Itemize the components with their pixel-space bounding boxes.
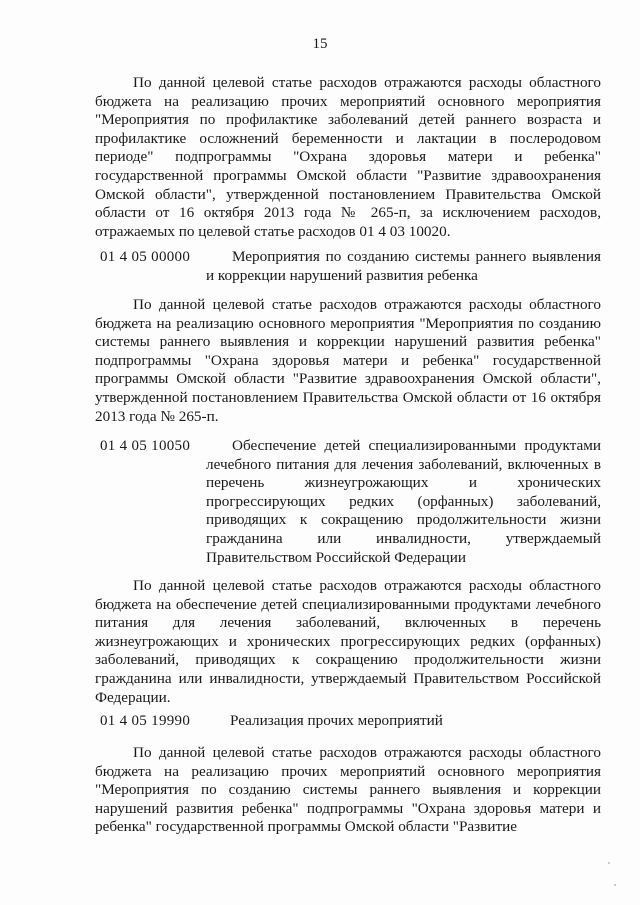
page-number: 15 xyxy=(312,36,328,52)
budget-code-2: 01 4 05 10050 xyxy=(100,438,191,454)
budget-code-3: 01 4 05 19990 xyxy=(100,713,191,729)
scan-speck xyxy=(608,862,610,864)
section-heading-1: Мероприятия по созданию системы раннего выявления и коррекции нарушений развития ребенка xyxy=(206,248,601,284)
budget-code-1: 01 4 05 00000 xyxy=(100,249,191,265)
paragraph-3: По данной целевой статье расходов отражаются расходы областного бюджета на обеспечение детей специализированными продуктами лечебного питания для лечения заболеваний, включенных в перечень жизнеугрожающих и хронических прогрессирующих редких (орфанных) заболеваний, приводящих к сокращению продолжительности жизни гражданина или инвалидности, утверждаемый Правительством Российской Федерации. xyxy=(95,577,601,706)
paragraph-2: По данной целевой статье расходов отражаются расходы областного бюджета на реализацию основного мероприятия "Мероприятия по созданию системы раннего выявления и коррекции нарушений развития ребенка" подпрограммы "Охрана здоровья матери и ребенка" государственной программы Омской области "Развитие здравоохранения Омской области", утвержденной постановлением Правительства Омской области от 16 октября 2013 года № 265-п. xyxy=(95,296,601,425)
section-heading-3: Реализация прочих мероприятий xyxy=(230,712,443,729)
paragraph-4: По данной целевой статье расходов отражаются расходы областного бюджета на реализацию прочих мероприятий основного мероприятия "Мероприятия по созданию системы раннего выявления и коррекции нарушений развития ребенка" подпрограммы "Охрана здоровья матери и ребенка" государственной программы Омской области "Развитие xyxy=(95,744,601,836)
paragraph-1: По данной целевой статье расходов отражаются расходы областного бюджета на реализацию прочих мероприятий основного мероприятия "Мероприятия по профилактике заболеваний детей раннего возраста и профилактике осложнений беременности и лактации в послеродовом периоде" подпрограммы "Охрана здоровья матери и ребенка" государственной программы Омской области "Развитие здравоохранения Омской области", утвержденной постановлением Правительства Омской области от 16 октября 2013 года № 265-п, за исключением расходов, отражаемых по целевой статье расходов 01 4 03 10020. xyxy=(95,74,601,240)
section-heading-2: Обеспечение детей специализированными продуктами лечебного питания для лечения заболеваний, включенных в перечень жизнеугрожающих и хронических прогрессирующих редких (орфанных) заболеваний, приводящих к сокращению продолжительности жизни гражданина или инвалидности, утверждаемый Правительством Российской Федерации xyxy=(206,437,601,566)
scan-speck xyxy=(614,884,616,886)
